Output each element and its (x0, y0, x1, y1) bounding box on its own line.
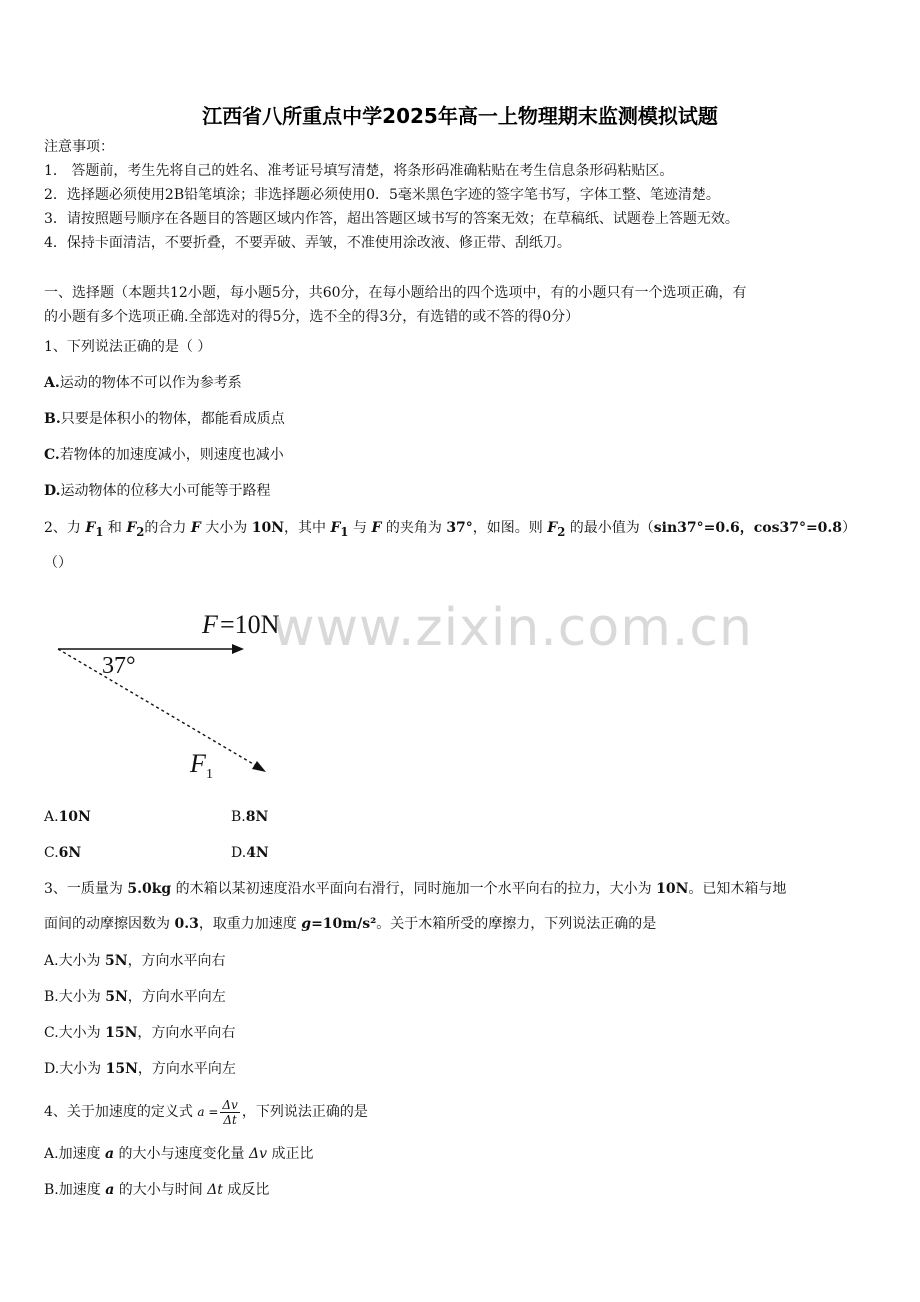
question-2-option-c (44, 843, 81, 863)
text: 大小为 (58, 953, 106, 969)
option-text: 只要是体积小的物体，都能看成质点 (60, 411, 285, 427)
text: ，方向水平向右 (127, 953, 226, 969)
option-letter: D. (44, 483, 61, 499)
text: ，如图。则 (472, 520, 548, 536)
option-text: 运动的物体不可以作为参考系 (59, 375, 242, 391)
formula-fraction (220, 1098, 239, 1127)
text: 的最小值为（ (565, 520, 654, 536)
text: 的大小与时间 (114, 1182, 208, 1198)
var-a: a (105, 1182, 115, 1198)
question-4-option-b (44, 1180, 269, 1200)
force-diagram (44, 598, 304, 788)
arrowhead-icon (252, 761, 266, 772)
notice-item: 3．请按照题号顺序在各题目的答题区域内作答，超出答题区域书写的答案无效；在草稿纸、试题卷上答题无效。 (44, 211, 739, 227)
var-a: a (105, 1146, 115, 1162)
var-f2: F (547, 520, 558, 536)
label-f1: F (190, 749, 206, 778)
text: 的合力 (144, 520, 191, 536)
text: 面间的动摩擦因数为 (44, 916, 175, 932)
option-letter: A. (44, 1146, 59, 1162)
label-f: F (202, 610, 218, 639)
option-text: 8N (245, 809, 269, 825)
option-letter: B. (44, 989, 59, 1005)
subscript: 1 (95, 524, 104, 539)
option-letter: D. (44, 1061, 60, 1077)
question-3-option-c (44, 1023, 235, 1043)
var-f: F (190, 520, 201, 536)
option-letter: D. (231, 845, 247, 861)
var-f2: F (126, 520, 137, 536)
text: 的夹角为 (381, 520, 447, 536)
question-1-option-b (44, 409, 285, 429)
text: 的木箱以某初速度沿水平面向右滑行，同时施加一个水平向右的拉力，大小为 (171, 881, 657, 897)
symbol: Δv (249, 1146, 268, 1162)
question-4-stem (44, 1095, 368, 1129)
question-1-stem: 1、下列说法正确的是（ ） (44, 339, 212, 355)
text: 。已知木箱与地 (688, 881, 787, 897)
option-letter: A. (44, 375, 60, 391)
subscript: 2 (136, 524, 145, 539)
value: 15N (105, 1025, 138, 1041)
text: 大小为 (200, 520, 252, 536)
text: ，方向水平向左 (127, 989, 226, 1005)
question-2-option-d (231, 843, 269, 863)
option-letter: A. (44, 809, 59, 825)
text: 成反比 (222, 1182, 270, 1198)
text: 。关于木箱所受的摩擦力，下列说法正确的是 (376, 916, 657, 932)
option-text: 若物体的加速度减小，则速度也减小 (59, 447, 284, 463)
text: 加速度 (58, 1182, 106, 1198)
question-3-option-d (44, 1059, 236, 1079)
option-letter: B. (44, 411, 61, 427)
text: ） (842, 520, 857, 536)
text: ，方向水平向左 (137, 1061, 236, 1077)
value: =10m/s² (311, 916, 377, 932)
question-3-stem-line2 (44, 914, 656, 934)
value: 5.0kg (127, 881, 172, 897)
option-letter: C. (44, 447, 60, 463)
question-2-option-a (44, 807, 91, 827)
question-2-paren: （） (44, 555, 72, 571)
option-text: 10N (58, 809, 91, 825)
text: ，其中 (284, 520, 331, 536)
page-title: 江西省八所重点中学2025年高一上物理期末监测模拟试题 (202, 104, 718, 128)
text: 大小为 (59, 1061, 106, 1077)
var-f1: F (330, 520, 341, 536)
value: 0.3 (174, 916, 199, 932)
force-f1-arrow (58, 649, 260, 768)
subscript: 2 (557, 524, 566, 539)
text: 成正比 (267, 1146, 314, 1162)
value: 10N (656, 881, 689, 897)
question-2-option-b (231, 807, 268, 827)
text: ，方向水平向右 (137, 1025, 236, 1041)
label-f-value: =10N (220, 610, 280, 639)
text: 大小为 (58, 1025, 106, 1041)
question-3-option-b (44, 987, 226, 1007)
symbol: Δt (207, 1182, 223, 1198)
option-text: 运动物体的位移大小可能等于路程 (60, 483, 271, 499)
text: 和 (103, 520, 127, 536)
var-f1: F (85, 520, 96, 536)
notice-item: 4．保持卡面清洁，不要折叠，不要弄破、弄皱，不准使用涂改液、修正带、刮纸刀。 (44, 235, 571, 251)
question-1-option-a (44, 373, 242, 393)
value: 10N (251, 520, 285, 536)
option-letter: B. (231, 809, 246, 825)
label-angle: 37° (102, 653, 136, 679)
text: 的大小与速度变化量 (114, 1146, 249, 1162)
text: 3、一质量为 (44, 881, 128, 897)
text: 4、关于加速度的定义式 (44, 1104, 198, 1120)
text: 与 (348, 520, 372, 536)
var-f: F (371, 520, 382, 536)
option-letter: A. (44, 953, 59, 969)
formula-lhs: a = (197, 1105, 219, 1119)
option-letter: C. (44, 1025, 59, 1041)
question-1-option-c (44, 445, 284, 465)
option-text: 4N (246, 845, 269, 861)
arrowhead-icon (232, 644, 244, 654)
section-instructions-line1: 一、选择题（本题共12小题，每小题5分，共60分，在每小题给出的四个选项中，有的小题只有一个选项正确，有 (44, 285, 747, 301)
text: 加速度 (58, 1146, 106, 1162)
value: 5N (105, 989, 128, 1005)
fraction-denominator: Δt (223, 1112, 237, 1127)
text: ，下列说法正确的是 (241, 1104, 368, 1120)
watermark: www.zixin.com.cn (272, 598, 753, 658)
option-letter: C. (44, 845, 59, 861)
text: 2、力 (44, 520, 86, 536)
notice-item: 2．选择题必须使用2B铅笔填涂；非选择题必须使用0．5毫米黑色字迹的签字笔书写，字体工整、笔迹清楚。 (44, 187, 720, 203)
value: 5N (105, 953, 128, 969)
section-instructions-line2: 的小题有多个选项正确.全部选对的得5分，选不全的得3分，有选错的或不答的得0分） (44, 309, 580, 325)
question-1-option-d (44, 481, 271, 501)
value: 37° (446, 520, 473, 536)
option-text: 6N (58, 845, 82, 861)
option-letter: B. (44, 1182, 59, 1198)
notice-item: 1． 答题前，考生先将自己的姓名、准考证号填写清楚，将条形码准确粘贴在考生信息条形码粘贴区。 (44, 163, 674, 179)
text: ，取重力加速度 (198, 916, 302, 932)
question-3-option-a (44, 951, 226, 971)
value: sin37°=0.6，cos37°=0.8 (653, 520, 843, 536)
question-4-option-a (44, 1144, 313, 1164)
question-3-stem-line1 (44, 879, 786, 899)
fraction-numerator: Δv (222, 1097, 238, 1112)
var-g: g (301, 916, 312, 932)
label-f1-subscript: 1 (206, 767, 213, 782)
text: 大小为 (58, 989, 106, 1005)
subscript: 1 (340, 524, 349, 539)
value: 15N (105, 1061, 138, 1077)
question-2-stem (44, 518, 856, 542)
notice-heading: 注意事项： (44, 139, 114, 155)
